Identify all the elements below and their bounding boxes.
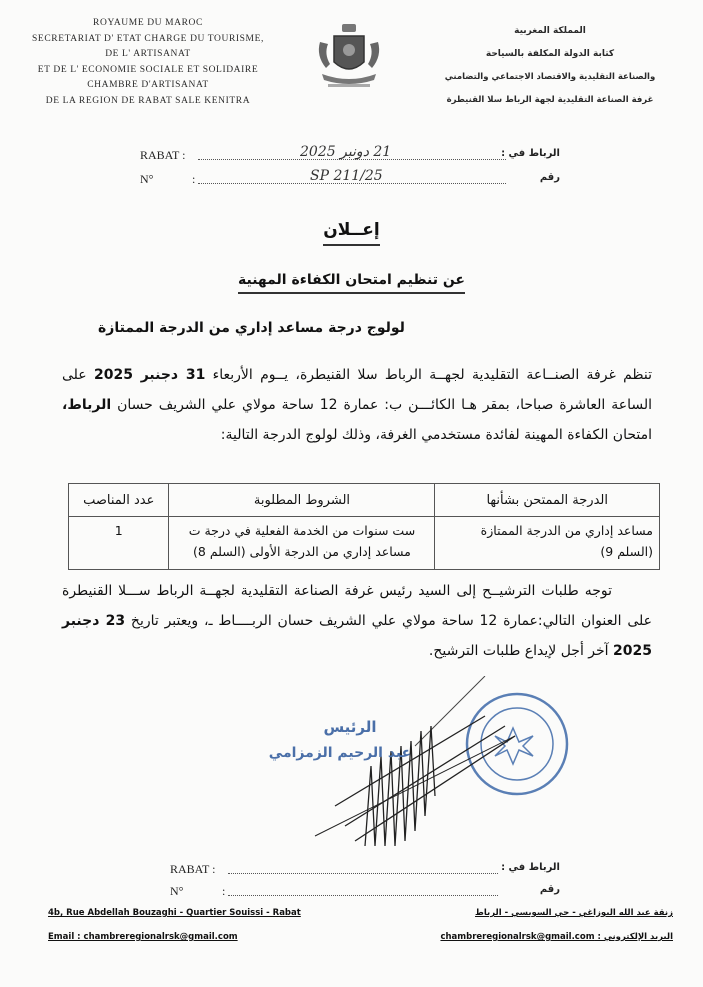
- cell-conditions: ست سنوات من الخدمة الفعلية في درجة ت مساعد إداري من الدرجة الأولى (السلم 8): [169, 517, 435, 570]
- footer-number-label-ar: رقم: [539, 884, 560, 895]
- announcement-subtitle: [0, 272, 703, 288]
- header-ar-line: غرفة الصناعة التقليدية لجهة الرباط سلا القنيطرة: [446, 95, 654, 105]
- header-fr-line: DE L' ARTISANAT: [105, 49, 191, 59]
- rabat-label-ar: الرباط في :: [501, 148, 560, 159]
- header-ar-line: والصناعة التقليدية والاقتصاد الاجتماعي والتضامني: [444, 72, 656, 82]
- cell-grade: مساعد إداري من الدرجة الممتازة (السلم 9): [435, 517, 660, 570]
- header-fr-line: ROYAUME DU MAROC: [93, 18, 203, 28]
- number-label-ar: رقم: [539, 172, 560, 183]
- signatory-title: الرئيس: [323, 718, 377, 736]
- title-main: إعــلان: [323, 220, 379, 246]
- col-conditions: الشروط المطلوبة: [169, 484, 435, 517]
- grades-table: [68, 483, 660, 570]
- coat-of-arms-icon: [312, 22, 386, 92]
- footer-number-dotted-line: [228, 884, 498, 896]
- header-fr-line: ET DE L' ECONOMIE SOCIALE ET SOLIDAIRE: [37, 64, 259, 75]
- date-handwritten: 21 دونبر 2025: [300, 144, 392, 160]
- intro-text-1: تنظم غرفة الصنــاعة التقليدية لجهــة الرباط سلا القنيطرة، يــوم الأربعاء: [205, 367, 653, 383]
- header-french: [14, 16, 282, 109]
- exam-date: 31 دجنبر 2025: [93, 367, 206, 383]
- header-ar-line: المملكة المغربية: [514, 26, 586, 36]
- deadline-date: 23 دجنبر 2025: [62, 613, 652, 659]
- reference-date-line: [140, 144, 560, 166]
- table-row: [69, 517, 660, 570]
- footer-address-ar: زنقة عبد الله البوزاغي - حي السويسي - الرباط: [475, 908, 673, 918]
- title-subtitle2: لولوج درجة مساعد إداري من الدرجة الممتازة: [98, 320, 405, 336]
- footer-number-label-fr: N°: [170, 884, 184, 898]
- signatory-name: عبد الرحيم الزمزامي: [268, 745, 412, 761]
- col-grade: الدرجة الممتحن بشأنها: [435, 484, 660, 517]
- applications-text-2: آخر أجل لإيداع طلبات الترشيح.: [428, 643, 614, 659]
- header-fr-line: SECRETARIAT D' ETAT CHARGE DU TOURISME,: [32, 33, 264, 44]
- number-sep: :: [192, 172, 196, 186]
- title-subtitle: عن تنظيم امتحان الكفاءة المهنية: [238, 272, 465, 294]
- header-fr-line: DE LA REGION DE RABAT SALE KENITRA: [45, 95, 251, 106]
- table-header-row: [69, 484, 660, 517]
- number-handwritten: SP 211/25: [310, 168, 383, 184]
- footer-number-sep: :: [222, 884, 226, 898]
- intro-text-2: على الساعة العاشرة صباحا، بمقر هـا الكائـــن ب: عمارة 12 ساحة مولاي علي الشريف حسان: [62, 367, 652, 413]
- footer-address-fr: 4b, Rue Abdellah Bouzaghi - Quartier Souissi - Rabat: [48, 908, 301, 918]
- number-label-fr: N°: [140, 172, 154, 186]
- reference-number-line: [140, 168, 560, 190]
- footer-number-line: [140, 884, 560, 902]
- footer-email-ar: البريد الإلكتروني : chambreregionalrsk@gmail.com: [440, 932, 673, 942]
- footer-email-fr: Email : chambreregionalrsk@gmail.com: [48, 932, 238, 942]
- intro-city: الرباط،: [62, 397, 112, 413]
- header-fr-line: CHAMBRE D'ARTISANAT: [87, 80, 209, 90]
- cell-positions: 1: [69, 517, 169, 570]
- announcement-title: [0, 220, 703, 240]
- footer-rabat-label-fr: RABAT :: [170, 862, 216, 876]
- applications-paragraph: [62, 576, 652, 666]
- signature-stamp-graphic: [255, 676, 585, 866]
- header-arabic: [415, 20, 685, 112]
- footer-date-dotted-line: [228, 862, 498, 874]
- footer-date-line: [140, 862, 560, 880]
- footer-rabat-label-ar: الرباط في :: [501, 862, 560, 873]
- intro-paragraph: [62, 360, 652, 450]
- applications-text-1: توجه طلبات الترشيــح إلى السيد رئيس غرفة الصناعة التقليدية لجهــة الرباط ســـلا القنيطرة على العنوان التالي:عمارة 12 ساحة مولاي علي الشريف حسان الربــــاط ـ، ويعتبر تاريخ: [62, 583, 652, 629]
- intro-text-3: امتحان الكفاءة المهينة لفائدة مستخدمي الغرفة، وذلك لولوج الدرجة التالية:: [220, 427, 652, 443]
- col-positions: عدد المناصب: [69, 484, 169, 517]
- announcement-subtitle2: [0, 320, 603, 336]
- header-ar-line: كتابة الدولة المكلفة بالسياحة: [485, 49, 615, 59]
- rabat-label-fr: RABAT :: [140, 148, 186, 162]
